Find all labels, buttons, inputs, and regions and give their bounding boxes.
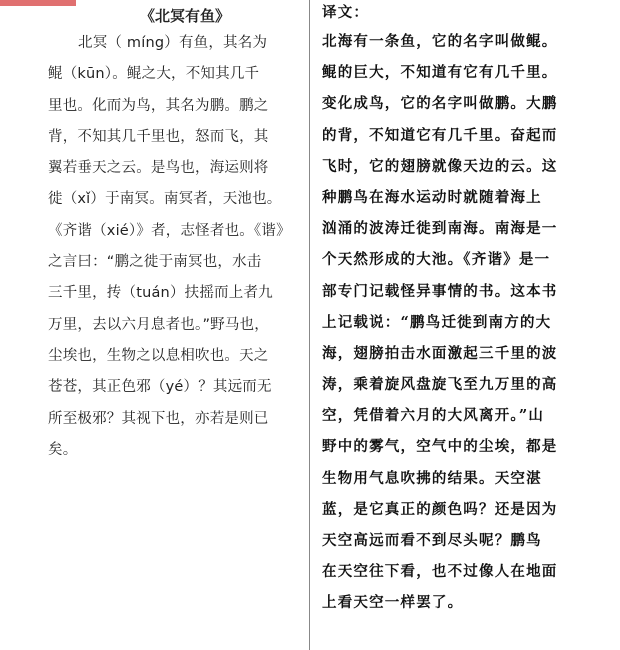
original-line: 之言曰：“鹏之徙于南冥也，水击 — [48, 254, 262, 271]
original-line: 鲲（kūn）。鲲之大，不知其几千 — [48, 66, 260, 83]
original-line: 三千里，抟（tuán）扶摇而上者九 — [48, 285, 273, 302]
original-line: 苍苍，其正色邪（yé）？其远而无 — [48, 379, 272, 396]
translation-line: 个天然形成的大池。《齐谐》是一 — [322, 251, 551, 269]
translation-line: 涛，乘着旋风盘旋飞至九万里的高 — [322, 376, 558, 394]
translation-line: 在天空往下看，也不过像人在地面 — [322, 563, 558, 581]
translation-line: 上记载说：“鹏鸟迁徙到南方的大 — [322, 313, 552, 331]
original-line: 所至极邪？其视下也，亦若是则已 — [48, 410, 269, 427]
translation-line: 汹涌的波涛迁徙到南海。南海是一 — [322, 220, 558, 238]
original-line: 翼若垂天之云。是鸟也，海运则将 — [48, 160, 269, 177]
original-line: 万里，去以六月息者也。”野马也， — [48, 316, 269, 333]
original-text-column — [48, 0, 304, 466]
original-line: 背，不知其几千里也，怒而飞，其 — [48, 128, 269, 145]
translation-line: 野中的雾气，空气中的尘埃，都是 — [322, 438, 558, 456]
translation-line: 的背，不知道它有几千里。奋起而 — [322, 126, 558, 144]
translation-line: 种鹏鸟在海水运动时就随着海上 — [322, 188, 542, 206]
original-line: 尘埃也，生物之以息相吹也。天之 — [48, 347, 269, 364]
translation-line: 上看天空一样罢了。 — [322, 594, 464, 612]
translation-line: 天空高远而看不到尽头呢？鹏鸟 — [322, 532, 542, 549]
translation-line: 海，翅膀拍击水面激起三千里的波 — [322, 344, 558, 362]
original-line: 徙（xǐ）于南冥。南冥者，天池也。 — [48, 191, 282, 208]
translation-column — [322, 0, 612, 619]
original-title: 《北冥有鱼》 — [139, 7, 230, 25]
translation-line: 空，凭借着六月的大风离开。”山 — [322, 407, 545, 425]
original-line: 里也。化而为鸟，其名为鹏。鹏之 — [48, 97, 269, 114]
original-line: 矣。 — [48, 441, 78, 458]
column-divider — [309, 0, 310, 650]
translation-line: 蓝，是它真正的颜色吗？还是因为 — [322, 500, 558, 518]
translation-line: 北海有一条鱼，它的名字叫做鲲。 — [322, 33, 558, 50]
original-line: 北冥（ míng）有鱼，其名为 — [78, 35, 268, 51]
translation-line: 变化成鸟，它的名字叫做鹏。大鹏 — [322, 95, 558, 113]
translation-line: 部专门记载怪异事情的书。这本书 — [322, 282, 558, 300]
translation-heading: 译文： — [322, 4, 370, 21]
translation-line: 鲲的巨大，不知道有它有几千里。 — [322, 64, 558, 82]
original-line: 《齐谐（xié）》者，志怪者也。《谐》 — [48, 222, 291, 239]
translation-line: 飞时，它的翅膀就像天边的云。这 — [322, 157, 558, 175]
translation-line: 生物用气息吹拂的结果。天空湛 — [322, 469, 542, 487]
